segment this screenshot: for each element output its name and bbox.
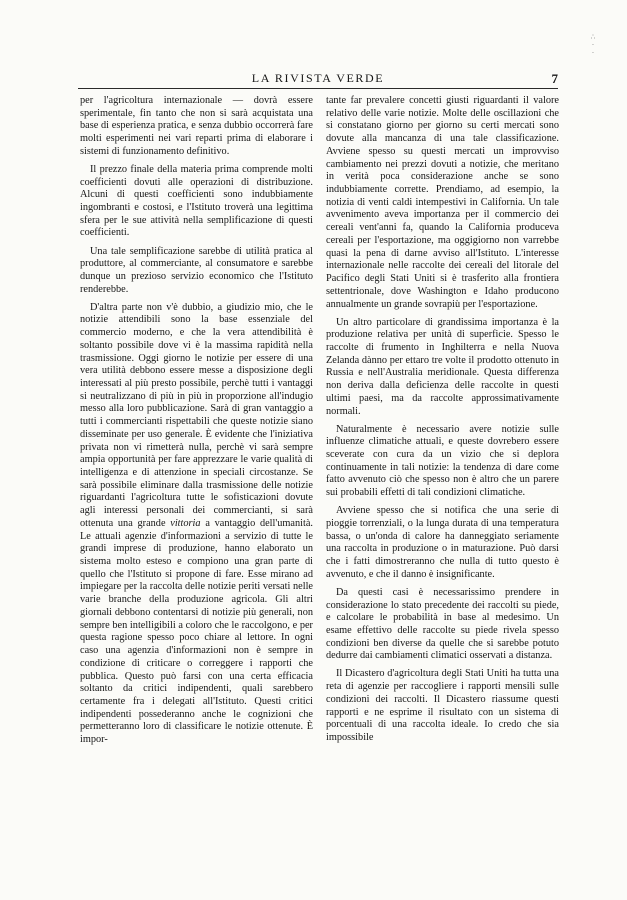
paragraph: Naturalmente è necessario avere notizie sulle influenze climatiche attuali, e queste dovrebero essere sceverate con cura da un vizio che si deplora continuamente in tali notizie: la tendenza di dare come fatto avvenuto ciò che spesso non è altro che un parere sui probabili effetti di tali condizioni climatiche.	[326, 423, 559, 499]
page-header	[78, 71, 558, 87]
paragraph: Avviene spesso che si notifica che una serie di pioggie torrenziali, o la lunga durata di una temperatura bassa, o un'onda di calore ha danneggiato seriamente una raccolta in produzione o in maturazione. Può darsi che i fatti dimostreranno che nulla di tutto questo è avvenuto, e che il danno è insignificante.	[326, 505, 559, 580]
right-column	[326, 95, 559, 750]
library-stamp-icon: ∴ · ·	[590, 33, 596, 57]
paragraph: Un altro particolare di grandissima importanza è la produzione relativa per unità di superficie. Spesso le raccolte di frumento in Inghilterra e nella Nuova Zelanda dànno per ettaro tre volte il prodotto ottenuto in Russia e nell'Australia meridionale. Questa differenza non deriva dalla deficienza delle raccolte in questi ultimi paesi, ma da raccolte approssimativamente normali.	[326, 316, 559, 417]
text-run: D'altra parte non v'è dubbio, a giudizio mio, che le notizie attendibili sono la base essenziale del commercio moderno, e che la vera attendibilità è soltanto possibile dove vi è la massima rapidità nella trasmissione. Oggi giorno le notizie per essere di una vera utilità debbono essere messe a disposizione degli interessati al più presto possibile, perchè tutti i vantaggi si neutralizzano di più in più in proporzione all'indugio messo alla loro pubblicazione. Sarà di gran vantaggio a tutti i commercianti rispettabili che queste notizie siano disseminate per uso generale. È evidente che l'iniziativa privata non vi rimetterà nulla, perchè vi sarà sempre ampia opportunità per fare apprezzare le varie qualità di intelligenza e di attenzione in speciali circostanze. Se sarà possibile eliminare dalla trasmissione delle notizie riguardanti l'agricoltura tutte le sofisticazioni dovute agli interessi personali dei commercianti, si sarà ottenuta una grande	[80, 301, 313, 529]
paragraph: Il Dicastero d'agricoltura degli Stati Uniti ha tutta una reta di agenzie per raccogliere i rapporti mensili sulle condizioni dei raccolti. Il Dicastero riassume questi rapporti e ne esprime il risultato con un sistema di porcentuali di una raccolta ideale. Io credo che sia impossibile	[326, 668, 559, 743]
paragraph: Una tale semplificazione sarebbe di utilità pratica al produttore, al commerciante, al consumatore e sarebbe dunque un prezioso servizio economico che l'Istituto renderebbe.	[80, 245, 313, 295]
paragraph: Da questi casi è necessarissimo prendere in considerazione lo stato precedente dei raccolti su piede, e calcolare le probabilità in base al medesimo. Un esame effettivo delle raccolte su piede rivela spesso condizioni ben diverse da quelle che si sarebbe potuto dedurre dai cambiamenti climatici osservati a distanza.	[326, 586, 559, 662]
page-number: 7	[551, 71, 558, 86]
text-run: a vantaggio dell'umanità. Le attuali agenzie d'informazioni a servizio di tutte le grandi imprese di produzione, hanno elaborato un sistema molto esteso e compiono una gran parte di quello che l'Istituto si propone di fare. Esse mirano ad impiegare per la raccolta delle notizie periti versati nelle varie branche della produzione agricola. Gli altri giornali debbono contentarsi di notizie più generali, non sempre ben intelligibili a coloro che le raccolgono, e per questa ragione spesso poco chiare al lettore. In ogni caso una agenzia d'informazioni non è sempre in condizione di criticare o correggere i rapporti che pubblica. Questo può farsi con una certa efficacia soltanto da critici indipendenti, quali sarebbero certamente fra i delegati all'Istituto. Questi critici indipendenti possederanno anche le cognizioni che permetteranno loro di classificare le notizie ottenute. È impor-	[80, 517, 313, 746]
paragraph: Il prezzo finale della materia prima comprende molti coefficienti dovuti alle operazioni di distribuzione. Alcuni di questi coefficienti sono indubbiamente ingombranti e costosi, e l'Istituto troverà una legittima sfera per le sue attività nella semplificazione di questi coefficienti.	[80, 163, 313, 239]
header-rule	[78, 88, 558, 89]
italic-word: vittoria	[170, 517, 201, 529]
left-column	[80, 95, 313, 752]
paragraph: per l'agricoltura internazionale — dovrà essere sperimentale, fin tanto che non si sarà acquistata una base di esperienza pratica, e senza dubbio occorrerà fare molti esperimenti nei vari reparti prima di elaborare i sistemi di funzionamento definitivo.	[80, 95, 313, 157]
paragraph	[80, 302, 313, 747]
running-title: LA RIVISTA VERDE	[251, 71, 385, 85]
paragraph: tante far prevalere concetti giusti riguardanti il valore relativo delle varie notizie. Molte delle oscillazioni che si constatano giorno per giorno su certi mercati sono dovute alla mancanza di una tale classificazione. Avviene spesso su questi mercati un improvviso cambiamento nei prezzi dovuti a notizie, che meritano in verità poca considerazione anche se sono indubbiamente corrette. Prendiamo, ad esempio, la notizia di venti caldi intempestivi in California. Un tale avvenimento aveva importanza per il commercio dei cereali vent'anni fa, quando la California produceva cereali per l'esportazione, ma oggigiorno non varrebbe quasi la pena di darne avviso all'Istituto. L'interesse internazionale nelle raccolte dei cereali del litorale del Pacifico degli Stati Uniti si è trasferito alla frontiera settentrionale, dove Washington e Idaho producono annualmente un grande sovrapiù per l'esportazione.	[326, 95, 559, 310]
